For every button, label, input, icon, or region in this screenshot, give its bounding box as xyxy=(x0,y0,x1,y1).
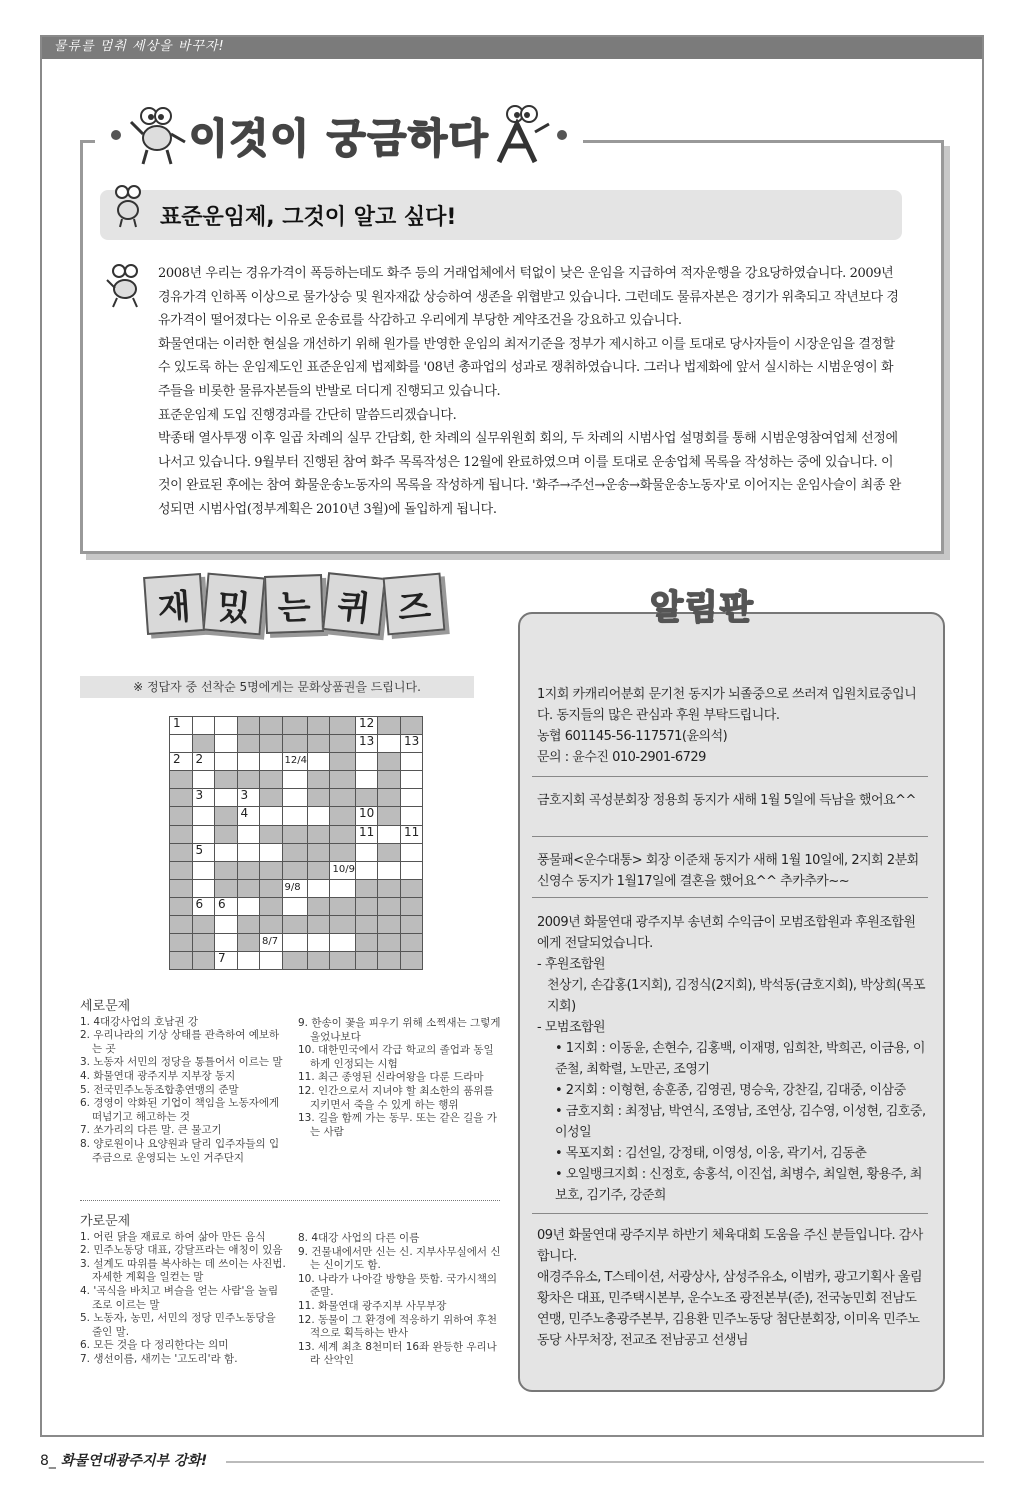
crossword-block xyxy=(330,916,355,934)
crossword-cell[interactable]: 2 xyxy=(192,753,215,771)
crossword-block xyxy=(282,952,307,970)
notice-text: 1지회 카캐리어분회 문기천 동지가 뇌졸중으로 쓰러져 입원치료중입니다. 동지들의 많은 관심과 후원 부탁드립니다. xyxy=(537,687,917,723)
across-heading: 가로문제 xyxy=(80,1214,131,1229)
crossword-cell[interactable]: 12/4 xyxy=(282,753,307,771)
clue: 7. 쏘가리의 다른 말. 큰 물고기 xyxy=(80,1124,222,1137)
mascot-icon xyxy=(108,182,148,228)
crossword-block xyxy=(282,843,307,861)
quiz-note: ※ 정답자 중 선착순 5명에게는 문화상품권을 드립니다. xyxy=(80,676,474,698)
crossword-block xyxy=(355,897,378,915)
notice-text: 애경주유소, T스테이션, 서광상사, 삼성주유소, 이범카, 광고기획사 울림 황차은 대표, 민주택시본부, 운수노조 광전본부(준), 전국농민회 전남도연맹, 민주노총광주본부, 김용환 민주노동당 첨단분회장, 이미옥 민주노동당 사무처장, 전교조 전남공고 선생님 xyxy=(537,1270,923,1348)
crossword-cell[interactable] xyxy=(192,861,215,879)
crossword-cell[interactable] xyxy=(192,771,215,789)
subtitle-bar xyxy=(100,190,902,240)
crossword-block xyxy=(400,897,423,915)
crossword-cell[interactable] xyxy=(400,861,423,879)
crossword-block xyxy=(307,897,330,915)
mascot-icon xyxy=(489,102,551,168)
clue: 13. 세계 최초 8천미터 16좌 완등한 우리나라 산악인 xyxy=(298,1340,497,1367)
crossword-cell[interactable] xyxy=(355,861,378,879)
crossword-block xyxy=(330,807,355,825)
clue: 4. '곡식을 바치고 벼슬을 얻는 사람'을 놀림조로 이르는 말 xyxy=(80,1284,279,1311)
crossword-block xyxy=(330,717,355,735)
crossword-block xyxy=(260,861,283,879)
crossword-block xyxy=(192,735,215,753)
crossword-cell[interactable] xyxy=(260,753,283,771)
paragraph: 2008년 우리는 경유가격이 폭등하는데도 화주 등의 거래업체에서 턱없이 낮은 운임을 지급하여 적자운행을 강요당하였습니다. 2009년 경유가격 인하폭 이상으로 물가상승 및 원자재값 상승하여 생존을 위협받고 있습니다. 그런데도 물류자본은 경기가 위축되고 작년보다 경유가격이 떨어졌다는 이유로 운송료를 삭감하고 우리에게 부당한 계약조건을 강요하고 있습니다. xyxy=(158,266,899,329)
crossword-block xyxy=(378,934,401,952)
crossword-cell[interactable] xyxy=(215,735,238,753)
clue: 11. 화물연대 광주지부 사무부장 xyxy=(298,1299,447,1312)
crossword-cell[interactable] xyxy=(282,789,307,807)
notice-item xyxy=(537,1225,926,1351)
quiz-title-block: 는 xyxy=(264,574,324,634)
crossword-cell[interactable]: 5 xyxy=(192,843,215,861)
clue: 8. 양로원이나 요양원과 달리 입주자들의 입주금으로 운영되는 노인 거주단지 xyxy=(80,1137,280,1164)
crossword-block xyxy=(215,771,238,789)
crossword-block xyxy=(237,771,260,789)
mascot-icon xyxy=(105,262,147,308)
crossword-cell[interactable] xyxy=(215,934,238,952)
crossword-block xyxy=(400,952,423,970)
crossword-cell[interactable] xyxy=(282,771,307,789)
crossword-block xyxy=(192,916,215,934)
crossword-block xyxy=(355,916,378,934)
clue: 12. 인간으로서 지녀야 할 최소한의 품위를 지키면서 죽을 수 있게 하는 행위 xyxy=(298,1084,494,1111)
page-number: 8_ xyxy=(40,1453,56,1469)
feature-subtitle: 표준운임제, 그것이 알고 싶다! xyxy=(160,205,457,230)
paragraph: 박종태 열사투쟁 이후 일곱 차례의 실무 간담회, 한 차례의 실무위원회 회의, 두 차례의 시범사업 설명회를 통해 시범운영참여업체 선정에 나서고 있습니다. 9월부터 진행된 참여 화주 목록작성은 12월에 완료하였으며 이를 토대로 운송업체 목록을 작성하는 중에 있습니다. 이것이 완료된 후에는 참여 화물운송노동자의 목록을 작성하게 됩니다. '화주→주선→운송→화물운송노동자'로 이어지는 운임사슬이 최종 완성되면 시범사업(정부계획은 2010년 3월)에 돌입하게 됩니다. xyxy=(158,431,901,517)
crossword-cell[interactable]: 3 xyxy=(192,789,215,807)
crossword-block xyxy=(307,735,330,753)
crossword-cell[interactable] xyxy=(400,771,423,789)
notice-text: 금호지회 곡성분회장 정용희 동지가 새해 1월 5일에 득남을 했어요^^ xyxy=(537,793,916,808)
crossword-cell[interactable] xyxy=(355,753,378,771)
crossword-cell[interactable] xyxy=(237,753,260,771)
crossword-cell[interactable] xyxy=(400,789,423,807)
crossword-block xyxy=(400,934,423,952)
crossword-block xyxy=(215,861,238,879)
crossword-block xyxy=(307,843,330,861)
footer-line xyxy=(226,1461,984,1463)
section-title: 이것이 궁금하다 xyxy=(189,115,490,162)
crossword-cell[interactable]: 11 xyxy=(355,825,378,843)
crossword-block xyxy=(378,916,401,934)
crossword-cell[interactable] xyxy=(192,879,215,897)
notice-text: 농협 601145-56-117571(윤의석) xyxy=(537,729,728,744)
crossword-block xyxy=(282,735,307,753)
clue: 5. 전국민주노동조합총연맹의 준말 xyxy=(80,1083,239,1096)
feature-title xyxy=(95,95,583,175)
crossword-block xyxy=(192,934,215,952)
down-heading: 세로문제 xyxy=(80,999,131,1014)
crossword-cell[interactable]: 13 xyxy=(400,735,423,753)
across-clues-right xyxy=(298,1232,502,1368)
crossword-cell[interactable] xyxy=(260,843,283,861)
paragraph: 표준운임제 도입 진행경과를 간단히 말씀드리겠습니다. xyxy=(158,407,457,423)
crossword-block xyxy=(400,879,423,897)
clue: 9. 건물내에서만 신는 신. 지부사무실에서 신는 신이기도 함. xyxy=(298,1245,501,1272)
crossword-block xyxy=(378,897,401,915)
crossword-block xyxy=(170,807,193,825)
crossword-block xyxy=(260,735,283,753)
crossword-block xyxy=(282,861,307,879)
crossword-cell[interactable]: 1 xyxy=(170,717,193,735)
crossword-cell[interactable] xyxy=(282,934,307,952)
notice-text: 문의 : 윤수진 010-2901-6729 xyxy=(537,750,706,765)
crossword-cell[interactable] xyxy=(400,753,423,771)
crossword-block xyxy=(307,771,330,789)
clue: 13. 길을 함께 가는 동무. 또는 같은 길을 가는 사람 xyxy=(298,1112,497,1138)
notice-text: - 모범조합원 xyxy=(537,1020,606,1035)
crossword-block xyxy=(378,807,401,825)
notice-text: - 후원조합원 xyxy=(537,957,606,972)
crossword-block xyxy=(378,789,401,807)
crossword-block xyxy=(237,934,260,952)
clue: 12. 동물이 그 환경에 적응하기 위하여 후천적으로 획득하는 반사 xyxy=(298,1313,498,1340)
crossword-cell[interactable] xyxy=(355,843,378,861)
crossword-cell[interactable] xyxy=(192,825,215,843)
crossword-cell[interactable] xyxy=(355,771,378,789)
crossword-block xyxy=(237,861,260,879)
clue: 7. 생선이름, 새끼는 '고도리'라 함. xyxy=(80,1352,238,1365)
clue: 6. 경영이 악화된 기업이 책임을 노동자에게 떠넘기고 해고하는 것 xyxy=(80,1097,280,1123)
crossword-block xyxy=(307,952,330,970)
crossword-cell[interactable] xyxy=(215,753,238,771)
crossword-block xyxy=(330,897,355,915)
crossword-cell[interactable] xyxy=(215,916,238,934)
clue: 6. 모든 것을 다 정리한다는 의미 xyxy=(80,1339,229,1352)
notice-text: • 2지회 : 이형현, 송훈종, 김영권, 명승욱, 강찬길, 김대중, 이삼중 xyxy=(555,1083,906,1098)
crossword-block xyxy=(378,753,401,771)
crossword-cell[interactable]: 12 xyxy=(355,717,378,735)
crossword-block xyxy=(307,825,330,843)
crossword-cell[interactable] xyxy=(237,825,260,843)
clue: 8. 4대강 사업의 다른 이름 xyxy=(298,1232,420,1244)
crossword-cell[interactable] xyxy=(378,825,401,843)
quiz-title-block: 즈 xyxy=(383,573,446,636)
crossword-block xyxy=(170,843,193,861)
notice-text: • 1지회 : 이동윤, 손현수, 김홍백, 이재명, 임희찬, 박희곤, 이금용, 이준철, 최학렬, 노만곤, 조영기 xyxy=(555,1041,925,1077)
crossword-cell[interactable]: 2 xyxy=(170,753,193,771)
crossword-block xyxy=(260,825,283,843)
notice-text: • 금호지회 : 최정남, 박연식, 조영남, 조연상, 김수영, 이성현, 김호중, 이성일 xyxy=(555,1104,926,1140)
crossword-block xyxy=(307,717,330,735)
notice-divider xyxy=(532,1213,928,1214)
crossword-cell[interactable]: 7 xyxy=(215,952,238,970)
crossword-block xyxy=(378,952,401,970)
crossword-cell[interactable]: 8/7 xyxy=(260,934,283,952)
crossword-cell[interactable]: 9/8 xyxy=(282,879,307,897)
crossword-cell[interactable] xyxy=(330,879,355,897)
crossword-block xyxy=(237,735,260,753)
crossword-cell[interactable]: 10/9 xyxy=(330,861,355,879)
clue: 9. 한송이 꽃을 피우기 위해 소쩍새는 그렇게 울었나보다 xyxy=(298,1017,501,1043)
crossword-block xyxy=(282,825,307,843)
crossword-block xyxy=(170,916,193,934)
quiz-title-block: 퀴 xyxy=(322,572,386,636)
crossword-cell[interactable]: 13 xyxy=(355,735,378,753)
crossword-cell[interactable] xyxy=(307,879,330,897)
crossword-block xyxy=(237,717,260,735)
notice-item xyxy=(537,790,926,811)
crossword-block xyxy=(170,952,193,970)
crossword-cell[interactable] xyxy=(400,843,423,861)
crossword-block xyxy=(330,789,355,807)
crossword-cell[interactable]: 6 xyxy=(215,897,238,915)
crossword-block xyxy=(215,879,238,897)
notice-divider xyxy=(532,776,928,777)
crossword-cell[interactable] xyxy=(400,807,423,825)
crossword-cell[interactable] xyxy=(307,753,330,771)
footer-text: 화물연대광주지부 강화! xyxy=(60,1453,208,1469)
crossword-block xyxy=(170,789,193,807)
notice-item xyxy=(537,850,926,892)
crossword-block xyxy=(170,861,193,879)
crossword-block xyxy=(355,952,378,970)
quiz-title xyxy=(145,575,443,633)
crossword-block xyxy=(330,771,355,789)
crossword-cell[interactable] xyxy=(260,952,283,970)
down-clues-right xyxy=(298,1017,502,1139)
clue: 11. 최근 종영된 신라여왕을 다룬 드라마 xyxy=(298,1071,484,1084)
crossword-block xyxy=(237,916,260,934)
crossword-block xyxy=(400,717,423,735)
crossword-block xyxy=(260,916,283,934)
crossword-block xyxy=(378,717,401,735)
clue: 5. 노동자, 농민, 서민의 정당 민주노동당을 줄인 말. xyxy=(80,1312,276,1338)
crossword-cell[interactable] xyxy=(307,807,330,825)
crossword-cell[interactable] xyxy=(237,843,260,861)
notice-text: • 오일뱅크지회 : 신정호, 송홍석, 이진섭, 최병수, 최일현, 황용주, 최보호, 김기주, 강준희 xyxy=(555,1167,922,1203)
crossword-cell[interactable] xyxy=(378,861,401,879)
crossword-cell[interactable]: 4 xyxy=(237,807,260,825)
notice-title: 알림판 xyxy=(650,588,755,628)
crossword-block xyxy=(307,916,330,934)
crossword-cell[interactable] xyxy=(192,717,215,735)
crossword-cell[interactable]: 10 xyxy=(355,807,378,825)
crossword-cell[interactable] xyxy=(282,807,307,825)
notice-text: • 목포지회 : 김선일, 강정태, 이영성, 이웅, 곽기서, 김동춘 xyxy=(555,1146,867,1161)
notice-text: 09년 화물연대 광주지부 하반기 체육대회 도움을 주신 분들입니다. 감사합니다. xyxy=(537,1228,923,1264)
clue: 10. 대한민국에서 각급 학교의 졸업과 동일하게 인정되는 시험 xyxy=(298,1044,494,1070)
clue: 2. 우리나라의 기상 상태를 관측하여 예보하는 곳 xyxy=(80,1029,280,1055)
crossword-block xyxy=(192,952,215,970)
notice-text: 천상기, 손갑홍(1지회), 김정식(2지회), 박석동(금호지회), 박상희(목포지회) xyxy=(547,978,926,1014)
crossword-cell[interactable] xyxy=(192,807,215,825)
crossword-cell[interactable] xyxy=(330,934,355,952)
crossword-block xyxy=(330,753,355,771)
bullet-dot xyxy=(557,130,567,140)
notice-divider xyxy=(532,897,928,898)
crossword-block xyxy=(237,879,260,897)
crossword-block xyxy=(307,861,330,879)
crossword-cell[interactable] xyxy=(237,952,260,970)
crossword-block xyxy=(378,771,401,789)
crossword-block xyxy=(170,897,193,915)
crossword-block xyxy=(378,879,401,897)
clue: 2. 민주노동당 대표, 강달프라는 애칭이 있음 xyxy=(80,1244,283,1257)
crossword-block xyxy=(330,843,355,861)
crossword-cell[interactable] xyxy=(378,735,401,753)
divider xyxy=(80,1200,500,1201)
crossword-block xyxy=(260,789,283,807)
clue: 10. 나라가 나아갈 방향을 뜻함. 국가시책의 준말. xyxy=(298,1272,498,1299)
slogan: 물류를 멈춰 세상을 바꾸자! xyxy=(54,39,225,54)
crossword-cell[interactable] xyxy=(215,843,238,861)
crossword-block xyxy=(215,825,238,843)
notice-divider xyxy=(532,836,928,837)
crossword-block xyxy=(330,952,355,970)
down-clues-left xyxy=(80,1000,286,1165)
crossword-block xyxy=(355,789,378,807)
crossword-cell[interactable]: 6 xyxy=(192,897,215,915)
crossword-grid xyxy=(169,716,423,970)
crossword-cell[interactable] xyxy=(215,717,238,735)
crossword-block xyxy=(260,879,283,897)
crossword-cell[interactable] xyxy=(215,789,238,807)
crossword-block xyxy=(400,916,423,934)
notice-item xyxy=(537,684,926,768)
crossword-block xyxy=(378,843,401,861)
crossword-block xyxy=(260,897,283,915)
footer xyxy=(40,1450,207,1470)
crossword-cell[interactable] xyxy=(307,934,330,952)
clue: 1. 4대강사업의 호남권 강 xyxy=(80,1015,198,1028)
across-clues-left xyxy=(80,1215,286,1367)
bullet-dot xyxy=(111,130,121,140)
crossword-block xyxy=(307,789,330,807)
crossword-block xyxy=(330,825,355,843)
crossword-block xyxy=(282,916,307,934)
crossword-block xyxy=(215,807,238,825)
crossword-cell[interactable] xyxy=(282,897,307,915)
clue: 4. 화물연대 광주지부 지부장 동지 xyxy=(80,1069,236,1082)
crossword-block xyxy=(355,934,378,952)
quiz-title-block: 밌 xyxy=(203,573,266,636)
crossword-block xyxy=(355,879,378,897)
notice-text: 풍물패<운수대통> 회장 이준채 동지가 새해 1월 10일에, 2지회 2분회 신영수 동지가 1월17일에 결혼을 했어요^^ 추카추카~~ xyxy=(537,853,919,889)
notice-item xyxy=(537,912,926,1206)
crossword-cell[interactable]: 3 xyxy=(237,789,260,807)
clue: 3. 노동자 서민의 정당을 통틀어서 이르는 말 xyxy=(80,1056,283,1069)
notice-text: 2009년 화물연대 광주지부 송년회 수익금이 모범조합원과 후원조합원에게 전달되었습니다. xyxy=(537,915,916,951)
quiz-title-block: 재 xyxy=(143,573,205,635)
crossword-block xyxy=(170,934,193,952)
clue: 3. 설계도 따위를 복사하는 데 쓰이는 사진법. 자세한 계획을 일컫는 말 xyxy=(80,1257,286,1284)
crossword-block xyxy=(282,717,307,735)
feature-body xyxy=(158,262,904,522)
crossword-block xyxy=(330,735,355,753)
crossword-cell[interactable] xyxy=(260,807,283,825)
crossword-block xyxy=(170,771,193,789)
paragraph: 화물연대는 이러한 현실을 개선하기 위해 원가를 반영한 운임의 최저기준을 정부가 제시하고 이를 토대로 당사자들이 시장운임을 결정할 수 있도록 하는 운임제도인 표준운임제 법제화를 '08년 총파업의 성과로 쟁취하였습니다. 그러나 법제화에 앞서 실시하는 시범운영이 화주들을 비롯한 물류자본들의 반발로 더디게 진행되고 있습니다. xyxy=(158,336,895,399)
crossword-block xyxy=(170,879,193,897)
crossword-block xyxy=(260,717,283,735)
crossword-cell[interactable] xyxy=(170,735,193,753)
crossword-block xyxy=(260,771,283,789)
crossword-block xyxy=(170,825,193,843)
crossword-cell[interactable]: 11 xyxy=(400,825,423,843)
clue: 1. 어린 닭을 재료로 하여 삶아 만든 음식 xyxy=(80,1230,266,1243)
mascot-icon xyxy=(127,102,189,168)
crossword-cell[interactable] xyxy=(237,897,260,915)
